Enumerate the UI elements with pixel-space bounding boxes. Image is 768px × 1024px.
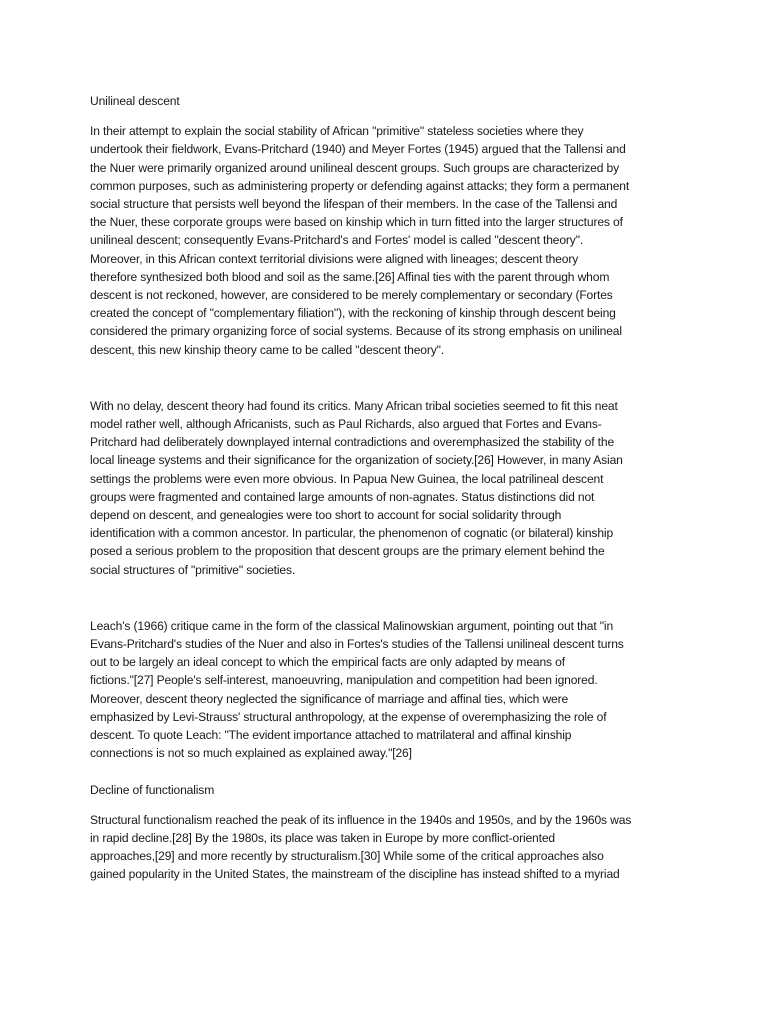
paragraph-leach-critique: Leach's (1966) critique came in the form of the classical Malinowskian argument, pointing out that "in Evans-Pritchard's studies of the Nuer and also in Fortes's studies of the Tallensi unilineal descent turns out to be largely an ideal concept to which the empirical facts are only adapted by means of fictions."[27] People's self-interest, manoeuvring, manipulation and competition had been ignored. Moreover, descent theory neglected the significance of marriage and affinal ties, which were emphasized by Levi-Strauss' structural anthropology, at the expense of overemphasizing the role of descent. To quote Leach: "The evident importance attached to matrilateral and affinal kinship connections is not so much explained as explained away."[26]	[90, 618, 624, 761]
paragraph-descent-theory-intro: In their attempt to explain the social stability of African "primitive" stateless societies where they undertook their fieldwork, Evans-Pritchard (1940) and Meyer Fortes (1945) argued that the Tallensi and the Nuer were primarily organized around unilineal descent groups. Such groups are characterized by common purposes, such as administering property or defending against attacks; they form a permanent social structure that persists well beyond the lifespan of their members. In the case of the Tallensi and the Nuer, these corporate groups were based on kinship which in turn fitted into the larger structures of unilineal descent; consequently Evans-Pritchard's and Fortes' model is called "descent theory". Moreover, in this African context territorial divisions were aligned with lineages; descent theory therefore synthesized both blood and soil as the same.[26] Affinal ties with the parent through whom descent is not reckoned, however, are considered to be merely complementary or secondary (Fortes created the concept of "complementary filiation"), with the reckoning of kinship through descent being considered the primary organizing force of social systems. Because of its strong emphasis on unilineal descent, this new kinship theory came to be called "descent theory".	[90, 124, 630, 357]
paragraph-descent-theory-critics: With no delay, descent theory had found its critics. Many African tribal societies seemed to fit this neat model rather well, although Africanists, such as Paul Richards, also argued that Fortes and Evans- Pritchard had deliberately downplayed internal contradictions and overemphasized the stability of the local lineage systems and their significance for the organization of society.[26] However, in many Asian settings the problems were even more obvious. In Papua New Guinea, the local patrilineal descent groups were fragmented and contained large amounts of non-agnates. Status distinctions did not depend on descent, and genealogies were too short to account for social solidarity through identification with a common ancestor. In particular, the phenomenon of cognatic (or bilateral) kinship posed a serious problem to the proposition that descent groups are the primary element behind the social structures of "primitive" societies.	[90, 398, 623, 577]
section-heading-decline-of-functionalism: Decline of functionalism	[90, 782, 215, 797]
paragraph-gap	[90, 359, 698, 397]
paragraph-gap	[90, 763, 698, 781]
paragraph-gap	[90, 579, 698, 617]
paragraph-structural-functionalism-decline: Structural functionalism reached the peak of its influence in the 1940s and 1950s, and by the 1960s was in rapid decline.[28] By the 1980s, its place was taken in Europe by more conflict-oriented approaches,[29] and more recently by structuralism.[30] While some of the critical approaches also gained popularity in the United States, the mainstream of the discipline has instead shifted to a myriad	[90, 812, 632, 882]
section-heading-unilineal-descent: Unilineal descent	[90, 94, 180, 108]
